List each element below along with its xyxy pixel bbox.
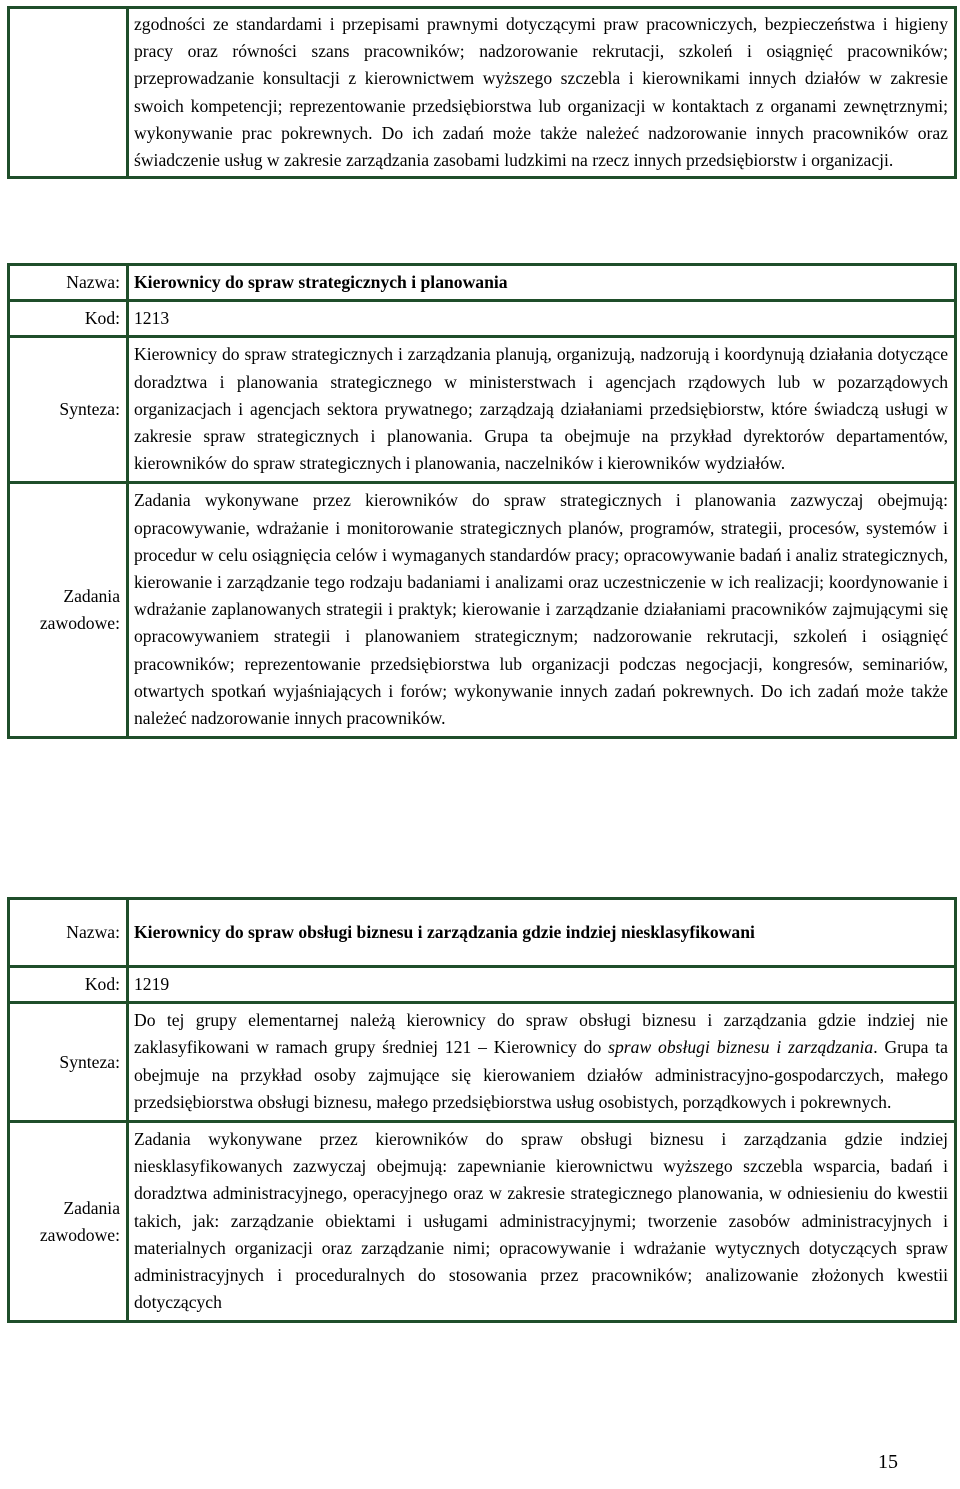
occupation-code: 1213 [128, 301, 956, 337]
continuation-block [7, 6, 957, 179]
page-number: 15 [878, 1451, 898, 1473]
code-label: Kod: [9, 967, 128, 1003]
continued-tasks-text: zgodności ze standardami i przepisami prawnymi dotyczącymi praw pracowniczych, bezpieczeństwa i higieny pracy oraz równości szans pracowników; nadzorowanie rekrutacji, szkoleń i osiągnięć pracowników; przeprowadzanie konsultacji z kierownictwem wyższego szczebla i kierownikami innych działów w zakresie swoich kompetencji; reprezentowanie przedsiębiorstwa lub organizacji w kontaktach z organami zewnętrznymi; wykonywanie prac pokrewnych. Do ich zadań może także należeć nadzorowanie innych pracowników oraz świadczenie usług w zakresie zarządzania zasobami ludzkimi na rzecz innych przedsiębiorstw i organizacji. [128, 8, 956, 178]
occupation-name: Kierownicy do spraw obsługi biznesu i zarządzania gdzie indziej niesklasyfikowani [128, 899, 956, 967]
name-label: Nazwa: [9, 265, 128, 301]
tasks-label [9, 483, 128, 738]
tasks-label-line1: Zadania [63, 1197, 120, 1218]
tasks-label-line1: Zadania [63, 586, 120, 607]
occupation-name: Kierownicy do spraw strategicznych i planowania [128, 265, 956, 301]
synthesis-label: Synteza: [9, 1003, 128, 1122]
occupation-code: 1219 [128, 967, 956, 1003]
synthesis-text: Kierownicy do spraw strategicznych i zarządzania planują, organizują, nadzorują i koordynują działania dotyczące doradztwa i planowania strategicznego w ministerstwach i agencjach rządowych lub w pozarządowych organizacjach i agencjach sektora prywatnego; zarządzają działaniami przedsiębiorstw, które świadczą usługi w zakresie spraw strategicznych i planowania. Grupa ta obejmuje na przykład dyrektorów departamentów, kierowników do spraw strategicznych i planowania, naczelników i kierowników wydziałów. [128, 337, 956, 483]
tasks-text: Zadania wykonywane przez kierowników do spraw strategicznych i planowania zazwyczaj obejmują: opracowywanie, wdrażanie i monitorowanie strategicznych planów, programów, strategii, procesów, systemów i procedur w celu osiągnięcia celów i wymaganych standardów pracy; opracowywanie badań i analiz strategicznych, kierowanie i zarządzanie tego rodzaju badaniami i analizami oraz uczestniczenie w ich realizacji; koordynowanie i wdrażanie zaplanowanych strategii i praktyk; kierowanie i zarządzanie działaniami pracowników zajmującymi się opracowywaniem strategii i planowaniem strategicznym; nadzorowanie rekrutacji, szkoleń i osiągnięć pracowników; reprezentowanie przedsiębiorstwa lub organizacji podczas negocjacji, kongresów, seminariów, otwartych spotkań wyjaśniających i forów; wykonywanie innych zadań pokrewnych. Do ich zadań może także należeć nadzorowanie innych pracowników. [128, 483, 956, 738]
synthesis-text [128, 1003, 956, 1122]
occupation-block-1213 [7, 263, 957, 739]
name-label: Nazwa: [9, 899, 128, 967]
tasks-label [9, 1122, 128, 1322]
tasks-label-line2: zawodowe: [39, 1224, 120, 1245]
synthesis-text-part2: . Grupa ta obejmuje na przykład osoby zajmujące się kierowaniem działów administracyjno-gospodarczych, małego przedsiębiorstwa obsługi biznesu, małego przedsiębiorstwa usług osobistych, porządkowych i pokrewnych. [134, 1037, 948, 1112]
synthesis-label: Synteza: [9, 337, 128, 483]
tasks-text: Zadania wykonywane przez kierowników do spraw obsługi biznesu i zarządzania gdzie indziej niesklasyfikowanych zazwyczaj obejmują: zapewnianie kierownictwu wyższego szczebla wsparcia, badań i doradztwa administracyjnego, operacyjnego oraz w zakresie strategicznego planowania, w odniesieniu do kwestii takich, jak: zarządzanie obiektami i usługami administracyjnymi; tworzenie zasobów administracyjnych i materialnych organizacji oraz zarządzanie nimi; opracowywanie i wdrażanie wytycznych dotyczących spraw administracyjnych i proceduralnych do stosowania przez pracowników; analizowanie złożonych kwestii dotyczących [128, 1122, 956, 1322]
code-label: Kod: [9, 301, 128, 337]
empty-label-cell [9, 8, 128, 178]
synthesis-text-italic: spraw obsługi biznesu i zarządzania [608, 1037, 874, 1058]
tasks-label-line2: zawodowe: [39, 613, 120, 634]
synthesis-text-part1: Do tej grupy elementarnej należą kierownicy do spraw obsługi biznesu i zarządzania gdzie indziej nie zaklasyfikowani w ramach grupy średniej 121 – Kierownicy do [134, 1010, 948, 1058]
occupation-block-1219 [7, 897, 957, 1323]
